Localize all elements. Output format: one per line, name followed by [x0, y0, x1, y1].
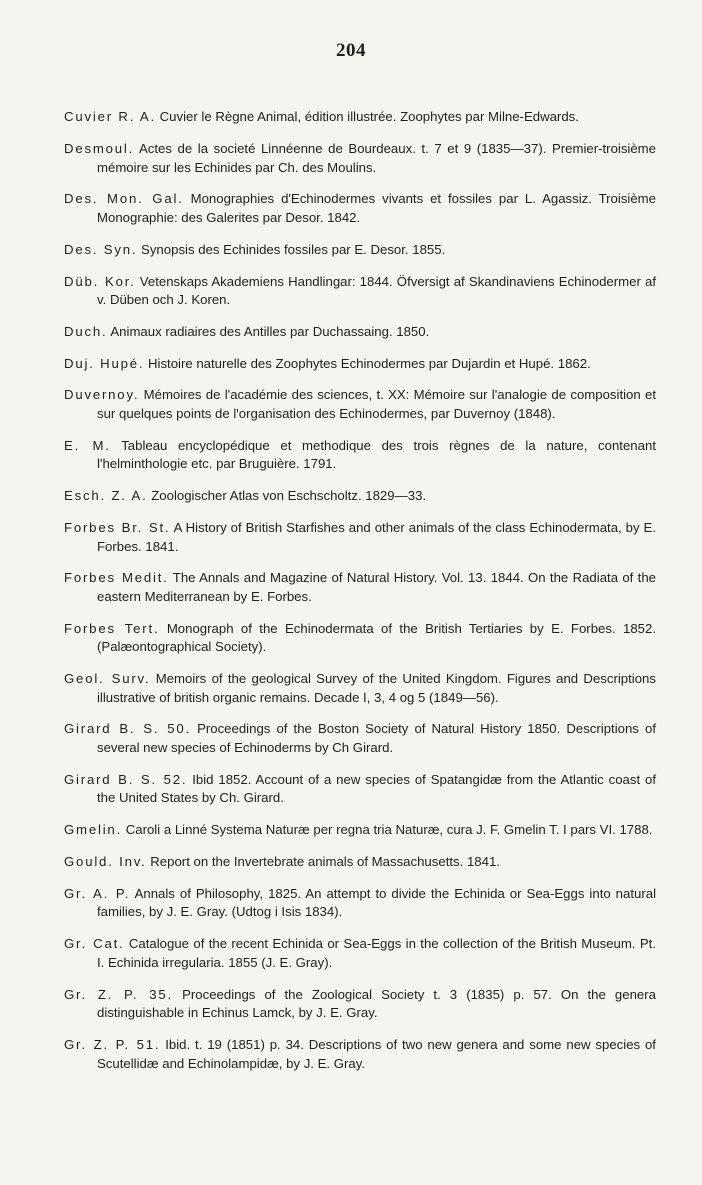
bibliography-entry — [64, 620, 656, 657]
bibliography-entry — [64, 355, 656, 374]
bibliography-entry — [64, 108, 656, 127]
entry-text: Report on the Invertebrate animals of Massachusetts. 1841. — [150, 854, 500, 869]
entry-abbreviation: Gr. Cat. — [64, 936, 125, 952]
entry-abbreviation: Düb. Kor. — [64, 273, 136, 289]
entry-text: Proceedings of the Boston Society of Natural History 1850. Descriptions of several new species of Echinoderms by Ch Girard. — [97, 721, 656, 756]
entry-text: Zoologischer Atlas von Eschscholtz. 1829—33. — [151, 488, 427, 504]
entry-abbreviation: Duj. Hupé. — [64, 355, 145, 371]
entry-abbreviation: Des. Mon. Gal. — [64, 191, 184, 207]
entry-abbreviation: Geol. Surv. — [64, 671, 151, 687]
entry-abbreviation: Esch. Z. A. — [64, 488, 148, 504]
entry-text: A History of British Starfishes and other animals of the class Echinodermata, by E. Forbes. 1841. — [97, 519, 657, 554]
entry-abbreviation: Girard B. S. 50. — [64, 721, 191, 737]
entry-text: Memoirs of the geological Survey of the United Kingdom. Figures and Descriptions illustrative of british organic remains. Decade I, 3, 4 og 5 (1849—56). — [97, 671, 656, 705]
bibliography-entry — [64, 771, 656, 808]
bibliography-entry — [64, 190, 656, 227]
entry-abbreviation: Gould. Inv. — [64, 854, 147, 869]
bibliography-entry — [64, 821, 656, 840]
entry-abbreviation: Forbes Medit. — [64, 570, 169, 586]
bibliography-entry — [64, 487, 656, 506]
bibliography-entry — [64, 437, 656, 474]
entry-text: Animaux radiaires des Antilles par Duchassaing. 1850. — [110, 323, 430, 339]
entry-text: Vetenskaps Akademiens Handlingar: 1844. Öfversigt af Skandinaviens Echinodermer af v. Düben och J. Koren. — [97, 273, 656, 308]
entry-text: Synopsis des Echinides fossiles par E. Desor. 1855. — [141, 241, 446, 257]
entry-text: Proceedings of the Zoological Society t. 3 (1835) p. 57. On the genera distinguishable in Echinus Lamck, by J. E. Gray. — [97, 986, 656, 1021]
entry-text: Cuvier le Règne Animal, édition illustrée. Zoophytes par Milne-Edwards. — [159, 109, 579, 125]
bibliography-entry — [64, 569, 656, 606]
entry-text: The Annals and Magazine of Natural History. Vol. 13. 1844. On the Radiata of the eastern Mediterranean by E. Forbes. — [97, 570, 657, 604]
entry-text: Histoire naturelle des Zoophytes Echinodermes par Dujardin et Hupé. 1862. — [147, 355, 591, 371]
entry-abbreviation: Des. Syn. — [64, 241, 138, 257]
entry-abbreviation: Forbes Tert. — [64, 620, 160, 636]
entry-abbreviation: Duch. — [64, 323, 108, 339]
entry-text: Monographies d'Echinodermes vivants et fossiles par L. Agassiz. Troisième Monographie: des Galerites par Desor. 1842. — [97, 191, 656, 225]
entry-text: Mémoires de l'académie des sciences, t. XX: Mémoire sur l'analogie de composition et sur quelques points de l'organisation des Echinodermes, par Duvernoy (1848). — [97, 387, 656, 422]
entry-abbreviation: Gmelin. — [64, 822, 123, 838]
entry-text: Actes de la societé Linnéenne de Bourdeaux. t. 7 et 9 (1835—37). Premier-troisième mémoire sur les Echinides par Ch. des Moulins. — [97, 140, 657, 175]
bibliography-entry — [64, 986, 656, 1023]
bibliography-entry — [64, 273, 656, 310]
page-number: 204 — [336, 40, 366, 61]
entry-abbreviation: Cuvier R. A. — [64, 109, 156, 125]
bibliography-entry — [64, 935, 656, 972]
bibliography-entry — [64, 140, 656, 177]
entry-abbreviation: Duvernoy. — [64, 387, 140, 403]
entry-text: Caroli a Linné Systema Naturæ per regna tria Naturæ, cura J. F. Gmelin T. I pars VI. 1788. — [125, 822, 653, 838]
entry-abbreviation: Gr. A. P. — [64, 885, 131, 901]
bibliography-entry — [64, 885, 656, 922]
entry-abbreviation: E. M. — [64, 437, 111, 453]
bibliography-entry — [64, 1036, 656, 1073]
bibliography-entry — [64, 323, 656, 342]
entry-abbreviation: Gr. Z. P. 35. — [64, 986, 173, 1002]
entry-abbreviation: Girard B. S. 52. — [64, 771, 188, 787]
bibliography-entry — [64, 720, 656, 757]
entry-abbreviation: Gr. Z. P. 51. — [64, 1036, 161, 1052]
bibliography-list — [64, 95, 656, 1081]
bibliography-entry — [64, 386, 656, 423]
bibliography-entry — [64, 670, 656, 707]
entry-text: Catalogue of the recent Echinida or Sea-Eggs in the collection of the British Museum. Pt. I. Echinida irregularia. 1855 (J. E. Gray). — [97, 936, 657, 970]
entry-text: Monograph of the Echinodermata of the British Tertiaries by E. Forbes. 1852. (Palæontographical Society). — [97, 620, 656, 655]
entry-text: Tableau encyclopédique et methodique des trois règnes de la nature, contenant l'helminthologie etc. par Bruguière. 1791. — [97, 437, 656, 472]
bibliography-entry — [64, 853, 656, 872]
entry-text: Ibid 1852. Account of a new species of Spatangidæ from the Atlantic coast of the United States by Ch. Girard. — [97, 771, 656, 806]
entry-text: Annals of Philosophy, 1825. An attempt to divide the Echinida or Sea-Eggs into natural families, by J. E. Gray. (Udtog i Isis 1834). — [97, 885, 657, 920]
entry-text: Ibid. t. 19 (1851) p. 34. Descriptions of two new genera and some new species of Scutellidæ and Echinolampidæ, by J. E. Gray. — [97, 1036, 656, 1071]
entry-abbreviation: Forbes Br. St. — [64, 519, 171, 535]
entry-abbreviation: Desmoul. — [64, 140, 135, 156]
bibliography-entry — [64, 241, 656, 260]
bibliography-entry — [64, 519, 656, 556]
